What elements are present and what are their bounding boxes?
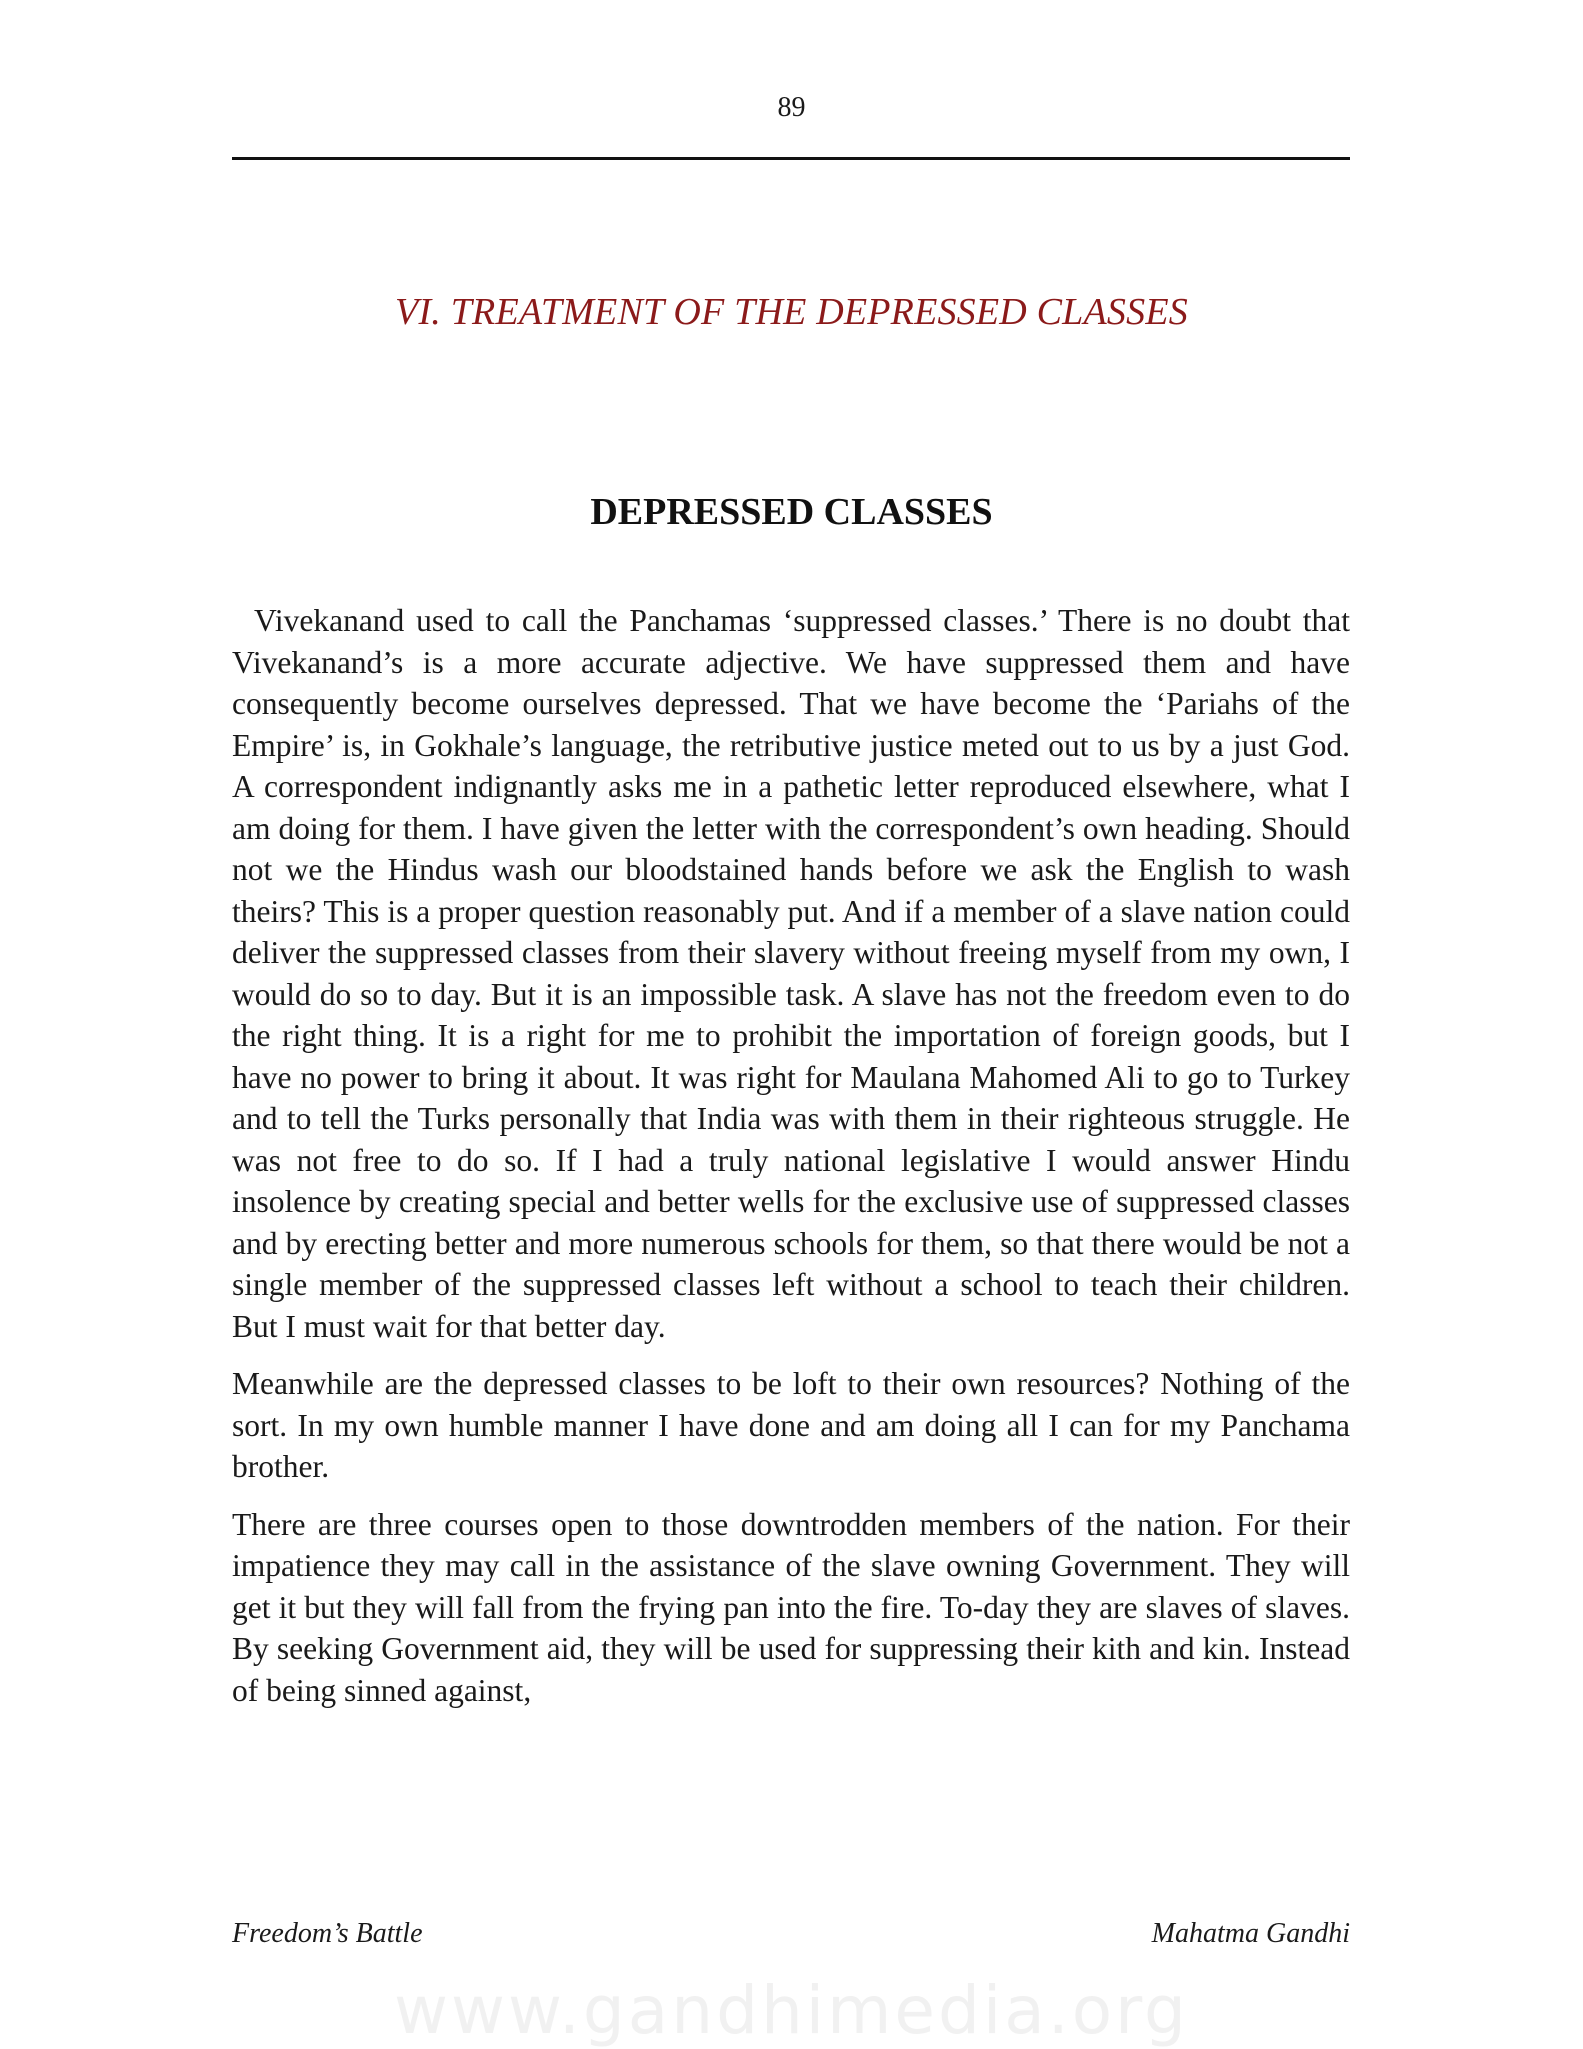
paragraph-1: Vivekanand used to call the Panchamas ‘suppressed classes.’ There is no doubt that Vivekanand’s is a more accurate adjective. We have suppressed them and have consequently become ourselves depressed. That we have become the ‘Pariahs of the Empire’ is, in Gokhale’s language, the retributive justice meted out to us by a just God. A correspondent indignantly asks me in a pathetic letter reproduced elsewhere, what I am doing for them. I have given the letter with the correspondent’s own heading. Should not we the Hindus wash our bloodstained hands before we ask the English to wash theirs? This is a proper question reasonably put. And if a member of a slave nation could deliver the suppressed classes from their slavery without freeing myself from my own, I would do so to day. But it is an impossible task. A slave has not the freedom even to do the right thing. It is a right for me to prohibit the importation of foreign goods, but I have no power to bring it about. It was right for Maulana Mahomed Ali to go to Turkey and to tell the Turks personally that India was with them in their righteous struggle. He was not free to do so. If I had a truly national legislative I would answer Hindu insolence by creating special and better wells for the exclusive use of suppressed classes and by erecting better and more numerous schools for them, so that there would be not a single member of the suppressed classes left without a school to teach their children. But I must wait for that better day. — [232, 603, 1350, 1344]
paragraph-2: Meanwhile are the depressed classes to be loft to their own resources? Nothing of the sort. In my own humble manner I have done and am doing all I can for my Panchama brother. — [232, 1366, 1350, 1484]
page-number: 89 — [777, 92, 806, 123]
article-title: DEPRESSED CLASSES — [590, 491, 993, 533]
paragraph-3: There are three courses open to those downtrodden members of the nation. For their impatience they may call in the assistance of the slave owning Government. They will get it but they will fall from the frying pan into the fire. To-day they are slaves of slaves. By seeking Government aid, they will be used for suppressing their kith and kin. Instead of being sinned against, — [232, 1506, 1350, 1708]
section-title: VI. TREATMENT OF THE DEPRESSED CLASSES — [395, 291, 1188, 333]
footer-book-title: Freedom’s Battle — [232, 1918, 423, 1949]
page-footer — [232, 1918, 1350, 1950]
footer-author: Mahatma Gandhi — [1151, 1918, 1350, 1949]
article-body — [232, 600, 1350, 1727]
watermark: www.gandhimedia.org — [394, 1972, 1189, 2049]
header-rule — [232, 157, 1350, 160]
